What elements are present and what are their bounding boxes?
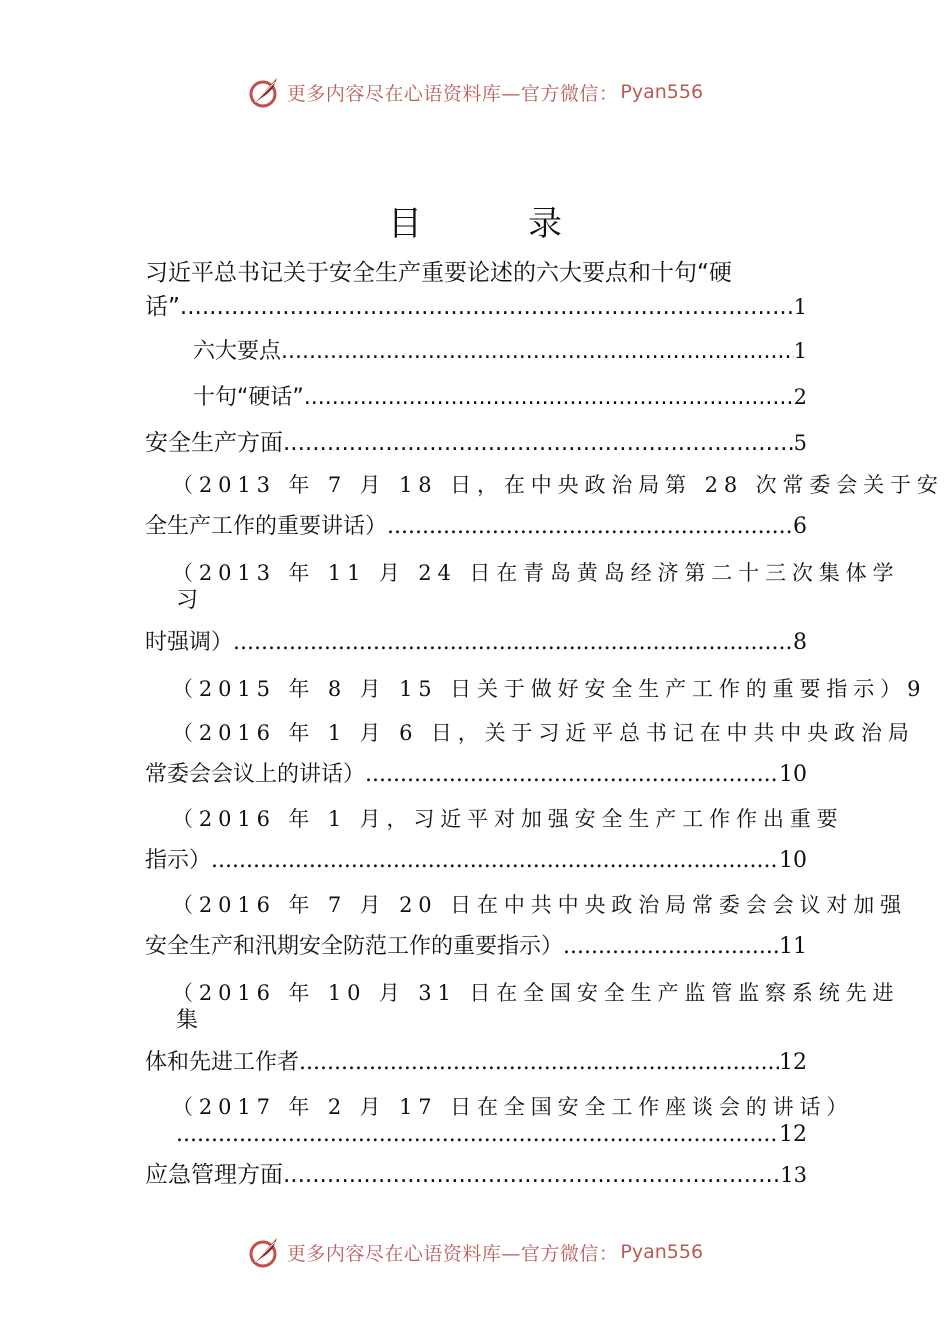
page-number: 11 [779,934,807,959]
toc-entry-text: 常委会会议上的讲话） [145,762,366,787]
watermark-banner-top [0,72,950,112]
toc-entry-11[interactable] [145,1048,807,1078]
page-number: 10 [779,762,807,787]
toc-entry-4[interactable] [145,428,807,458]
toc-entry-11-line-1: （2016 年 10 月 31 日在全国安全生产监管监察系统先进 [172,981,900,1005]
watermark-wechat: Pyan556 [620,81,704,103]
toc-entry-6[interactable] [145,628,807,658]
page-number: 12 [779,1122,807,1147]
toc-entry-12-line-1: （2017 年 2 月 17 日在全国安全工作座谈会的讲话） [172,1095,854,1119]
dot-leader [387,512,793,542]
dot-leader [304,383,794,413]
toc-entry-1[interactable] [145,292,807,322]
toc-entry-9[interactable] [145,846,807,876]
watermark-banner-bottom [0,1232,950,1272]
toc-entry-10-line-1: （2016 年 7 月 20 日在中共中央政治局常委会会议对加强 [172,893,908,917]
dot-leader [283,428,794,458]
dot-leader [211,846,779,876]
toc-entry-6-line-1: （2013 年 11 月 24 日在青岛黄岛经济第二十三次集体学 [172,561,900,585]
toc-entry-10[interactable] [145,932,807,962]
page-number: 1 [793,339,807,363]
toc-entry-2[interactable] [193,336,807,367]
toc-entry-text: 指示） [145,848,212,873]
toc-entry-7[interactable] [172,674,920,704]
toc-entry-6-line-2: 习 [176,588,199,613]
toc-entry-text: 体和先进工作者 [145,1050,300,1075]
watermark-text: 更多内容尽在心语资料库—官方微信： [286,1242,619,1265]
toc-entry-1-line-1: 习近平总书记关于安全生产重要论述的六大要点和十句“硬 [145,260,732,286]
dot-leader [365,760,779,790]
page-number: 6 [793,514,807,539]
toc-entry-3[interactable] [193,382,807,413]
toc-entry-text: 十句“硬话” [193,385,304,410]
page-number: 2 [793,385,807,409]
page-number: 13 [780,1163,807,1187]
dot-leader [563,932,779,962]
toc-entry-8-line-1: （2016 年 1 月 6 日，关于习近平总书记在中共中央政治局 [172,721,915,745]
toc-entry-text: 安全生产方面 [145,430,283,456]
watermark-text: 更多内容尽在心语资料库—官方微信： [286,82,619,105]
dot-leader [281,337,794,367]
feather-logo-icon [247,74,283,110]
toc-entry-5[interactable] [145,512,807,542]
page-title: 目 录 [387,204,610,244]
feather-logo-icon [247,1234,283,1270]
toc-entry-9-line-1: （2016 年 1 月，习近平对加强安全生产工作作出重要 [172,807,844,831]
watermark-wechat: Pyan556 [620,1241,704,1263]
toc-entry-text: 六大要点 [193,339,282,364]
toc-entry-11-line-2: 集 [176,1008,199,1033]
dot-leader [299,1048,779,1078]
page-number: 8 [793,630,807,655]
dot-leader [180,292,794,322]
toc-entry-12[interactable] [176,1120,807,1150]
toc-entry-5-line-1: （2013 年 7 月 18 日，在中央政治局第 28 次常委会关于安 [172,473,944,497]
toc-entry-text: 全生产工作的重要讲话） [145,514,388,539]
toc-entry-text: 应急管理方面 [145,1162,283,1188]
toc-entry-8[interactable] [145,760,807,790]
toc-entry-text: 安全生产和汛期安全防范工作的重要指示） [145,934,564,959]
dot-leader [283,1160,780,1190]
toc-entry-text: （2015 年 8 月 15 日关于做好安全生产工作的重要指示） [172,677,908,701]
page-number: 10 [779,848,807,873]
toc-entry-text: 话” [145,294,180,320]
page-number: 1 [793,295,807,319]
page-number: 9 [907,677,921,701]
toc-entry-text: 时强调） [145,630,234,655]
page-number: 5 [793,431,807,455]
dot-leader [233,628,793,658]
toc-entry-13[interactable] [145,1160,807,1190]
dot-leader [176,1120,779,1150]
page-number: 12 [779,1050,807,1075]
